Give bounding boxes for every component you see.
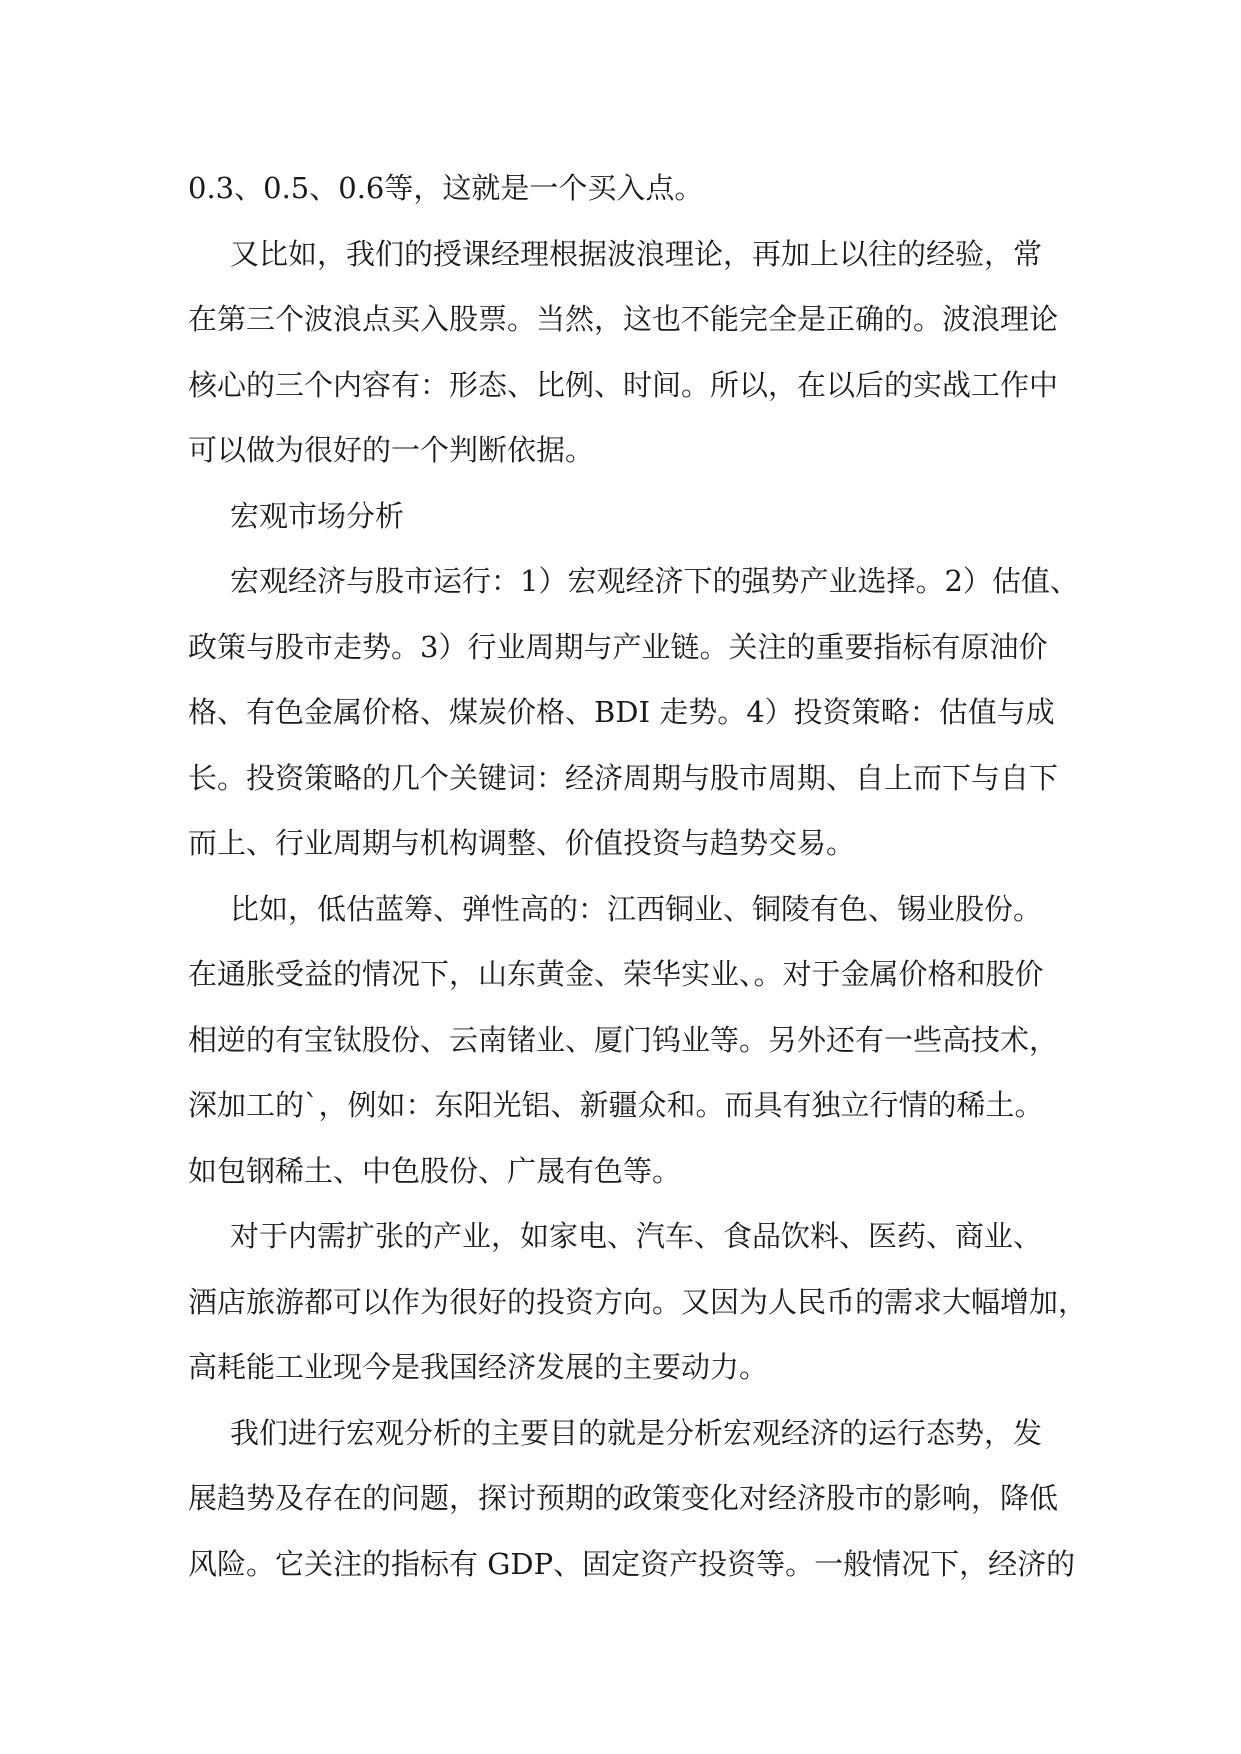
text-line: 深加工的`，例如：东阳光铝、新疆众和。而具有独立行情的稀土。 bbox=[188, 1088, 1044, 1122]
text-line: 政策与股市走势。3）行业周期与产业链。关注的重要指标有原油价 bbox=[188, 629, 1048, 664]
text-line: 在通胀受益的情况下，山东黄金、荣华实业、。对于金属价格和股价 bbox=[188, 957, 1044, 991]
text-line: 高耗能工业现今是我国经济发展的主要动力。 bbox=[188, 1350, 769, 1384]
text-line: 0.3、0.5、0.6等，这就是一个买入点。 bbox=[188, 171, 704, 205]
text-line: 核心的三个内容有：形态、比例、时间。所以，在以后的实战工作中 bbox=[188, 367, 1059, 402]
text-line: 在第三个波浪点买入股票。当然，这也不能完全是正确的。波浪理论 bbox=[188, 302, 1059, 336]
text-line: 比如，低估蓝筹、弹性高的：江西铜业、铜陵有色、锡业股份。 bbox=[230, 891, 1043, 926]
text-line: 对于内需扩张的产业，如家电、汽车、食品饮料、医药、商业、 bbox=[230, 1219, 1043, 1253]
body-text bbox=[188, 156, 1088, 1597]
text-line: 如包钢稀土、中色股份、广晟有色等。 bbox=[188, 1153, 682, 1188]
text-line: 展趋势及存在的问题，探讨预期的政策变化对经济股市的影响，降低 bbox=[188, 1481, 1059, 1515]
text-line: 长。投资策略的几个关键词：经济周期与股市周期、自上而下与自下 bbox=[188, 760, 1059, 795]
text-line: 我们进行宏观分析的主要目的就是分析宏观经济的运行态势，发 bbox=[230, 1415, 1043, 1450]
text-line: 可以做为很好的一个判断依据。 bbox=[188, 433, 595, 467]
text-line: 宏观市场分析 bbox=[230, 498, 405, 533]
text-line: 而上、行业周期与机构调整、价值投资与趋势交易。 bbox=[188, 826, 856, 860]
text-line: 相逆的有宝钛股份、云南锗业、厦门钨业等。另外还有一些高技术， bbox=[188, 1022, 1059, 1057]
text-line: 又比如，我们的授课经理根据波浪理论，再加上以往的经验，常 bbox=[230, 236, 1043, 271]
text-line: 宏观经济与股市运行：1）宏观经济下的强势产业选择。2）估值、 bbox=[230, 564, 1079, 598]
text-line: 酒店旅游都可以作为很好的投资方向。又因为人民币的需求大幅增加， bbox=[188, 1284, 1088, 1319]
text-line: 风险。它关注的指标有 GDP、固定资产投资等。一般情况下，经济的 bbox=[188, 1546, 1076, 1581]
text-line: 格、有色金属价格、煤炭价格、BDI 走势。4）投资策略：估值与成 bbox=[188, 695, 1055, 729]
